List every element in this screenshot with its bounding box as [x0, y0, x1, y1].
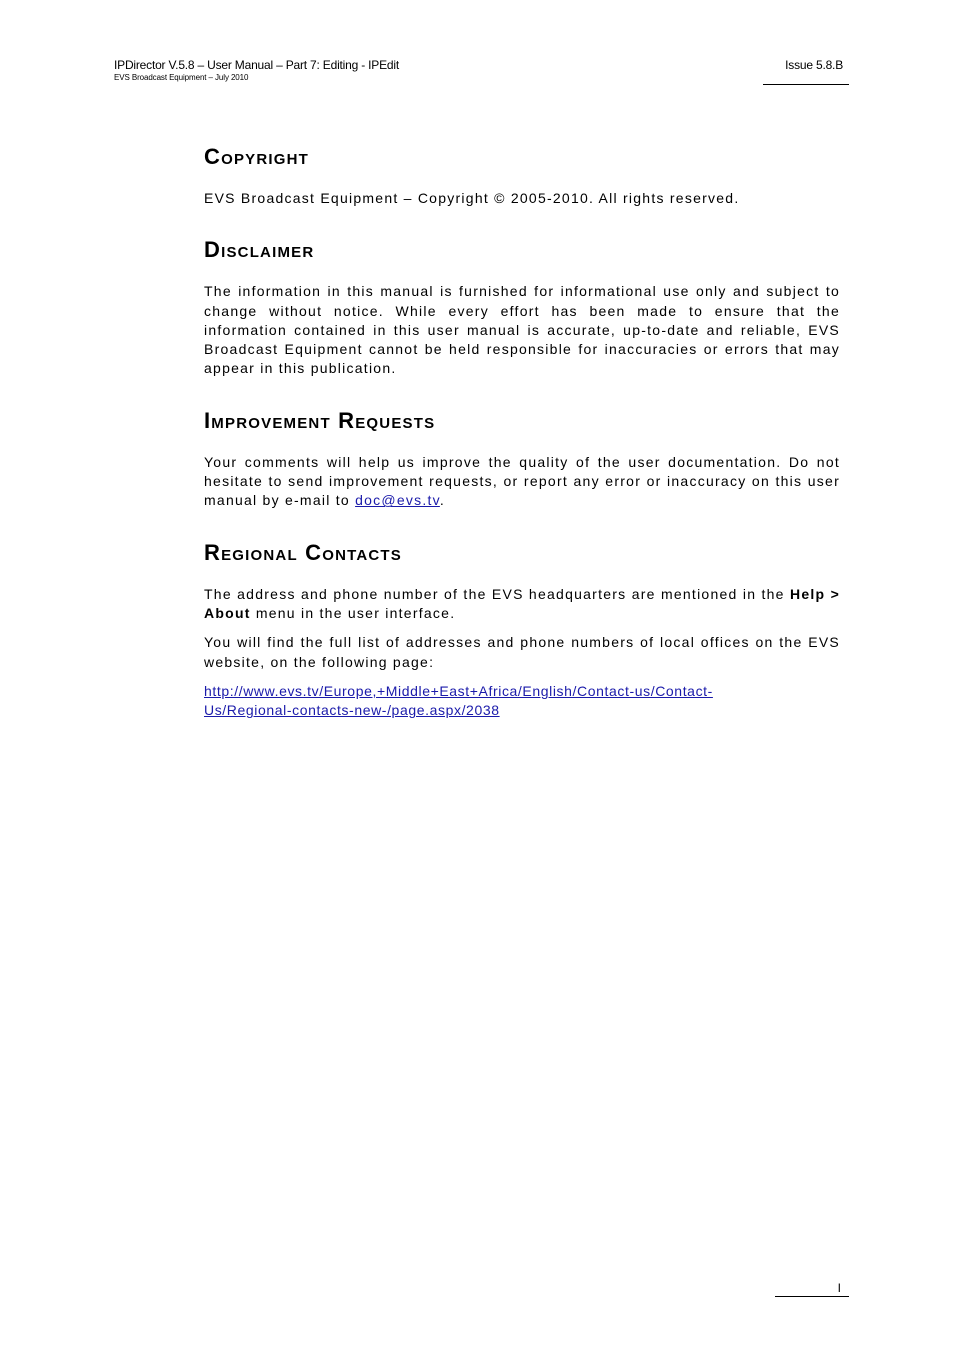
- issue-label: Issue 5.8.B: [785, 58, 843, 72]
- regional-paragraph-2: You will find the full list of addresses and phone numbers of local offices on the EVS website, on the following page:: [204, 634, 840, 670]
- improvement-text-end: .: [439, 492, 446, 509]
- running-header: [114, 58, 399, 83]
- copyright-heading: Copyright: [204, 144, 310, 169]
- regional-paragraph-1: [204, 585, 840, 624]
- improvement-heading: Improvement Requests: [204, 407, 436, 433]
- copyright-section: [204, 140, 840, 208]
- header-rule: [763, 84, 849, 85]
- document-title: IPDirector V.5.8 – User Manual – Part 7: Editing - IPEdit: [114, 58, 399, 72]
- copyright-text: EVS Broadcast Equipment – Copyright © 2005-2010. All rights reserved.: [204, 190, 740, 206]
- help-about-menu-path: Help > About: [204, 585, 840, 621]
- disclaimer-text: The information in this manual is furnished for informational use only and subject to change without notice. While every effort has been made to ensure that the information contained in this user manual is accurate, up-to-date and reliable, EVS Broadcast Equipment cannot be held responsible for inaccuracies or errors that may appear in this publication.: [204, 283, 840, 377]
- footer-rule: [775, 1296, 849, 1297]
- regional-contacts-link-line-1[interactable]: http://www.evs.tv/Europe,+Middle+East+Africa/English/Contact-us/Contact-: [204, 682, 713, 699]
- improvement-section: [204, 404, 840, 511]
- regional-heading: Regional Contacts: [204, 539, 403, 565]
- disclaimer-section: [204, 233, 840, 378]
- regional-contacts-link-line-2[interactable]: Us/Regional-contacts-new-/page.aspx/2038: [204, 702, 500, 719]
- page-content: [204, 140, 840, 720]
- improvement-paragraph: [204, 453, 840, 511]
- regional-section: [204, 536, 840, 721]
- email-link[interactable]: doc@evs.tv: [355, 492, 440, 509]
- document-subtitle: EVS Broadcast Equipment – July 2010: [114, 73, 249, 82]
- regional-text-start: The address and phone number of the EVS headquarters are mentioned in the: [204, 585, 790, 602]
- page-number: I: [837, 1281, 841, 1295]
- regional-text-end: menu in the user interface.: [250, 604, 456, 621]
- regional-contacts-url: [204, 682, 840, 721]
- disclaimer-heading: Disclaimer: [204, 237, 315, 263]
- improvement-text: Your comments will help us improve the quality of the user documentation. Do not hesitate to send improvement requests, or report any error or inaccuracy on this user manual by e-mail to: [204, 453, 840, 509]
